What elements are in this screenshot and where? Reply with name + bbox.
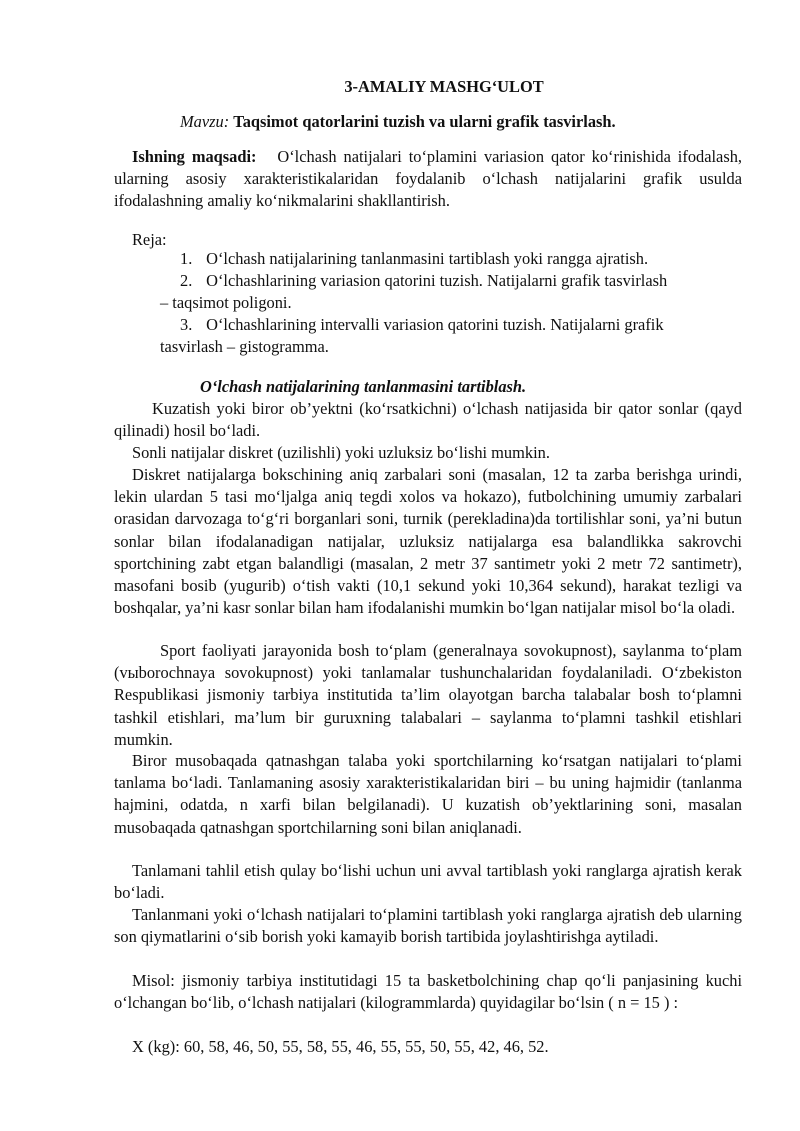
goal-label: Ishning maqsadi: — [132, 147, 257, 166]
section-heading: O‘lchash natijalarining tanlanmasini tartiblash. — [200, 377, 527, 396]
topic-label: Mavzu: — [180, 112, 230, 131]
paragraph: Kuzatish yoki biror ob’yektni (ko‘rsatkichni) o‘lchash natijasida bir qator sonlar (qayd qilinadi) hosil bo‘ladi. — [114, 399, 742, 441]
topic-text: Taqsimot qatorlarini tuzish va ularni grafik tasvirlash. — [233, 112, 616, 131]
paragraph: Misol: jismoniy tarbiya institutidagi 15 ta basketbolchining chap qo‘li panjasining kuchi o‘lchangan bo‘lib, o‘lchash natijalari (kilogrammlarda) quyidagilar bo‘lsin ( n = 15 ) : — [114, 971, 742, 1013]
paragraph: Sport faoliyati jarayonida bosh to‘plam (generalnaya sovokupnost), saylanma to‘plam (vыborochnaya sovokupnost) yoki tanlamalar tushunchalaridan foydalaniladi. O‘zbekiston Respublikasi jismoniy tarbiya institutida ta’lim olayotgan barcha talabalar bosh to‘plamni tashkil etishlari, ma’lum bir guruxning talabalari – saylanma to‘plamni tashkil etishlari mumkin. — [114, 641, 742, 749]
paragraph: Biror musobaqada qatnashgan talaba yoki sportchilarning ko‘rsatgan natijalari to‘plami tanlama bo‘ladi. Tanlamaning asosiy xarakteristikalaridan biri – bu uning hajmidir (tanlanma hajmini, odatda, n xarfi bilan belgilanadi). U kuzatish ob’yektlarining soni, masalan musobaqada qatnashgan sportchilarning soni bilan aniqlanadi. — [114, 751, 742, 837]
paragraph: Tanlanmani yoki o‘lchash natijalari to‘plamini tartiblash yoki ranglarga ajratish deb ularning son qiymatlarini o‘sib borish yoki kamayib borish tartibida joylashtirishga aytiladi. — [114, 905, 742, 947]
plan-item-3: 3. O‘lchashlarining intervalli variasion qatorini tuzish. Natijalarni grafik — [180, 315, 664, 334]
paragraph: Sonli natijalar diskret (uzilishli) yoki uzluksiz bo‘lishi mumkin. — [132, 443, 550, 462]
paragraph: Tanlamani tahlil etish qulay bo‘lishi uchun uni avval tartiblash yoki ranglarga ajratish kerak bo‘ladi. — [114, 861, 742, 903]
paragraph: Diskret natijalarga bokschining aniq zarbalari soni (masalan, 12 ta zarba berishga urindi, lekin ulardan 5 tasi mo‘ljalga aniq tegdi xolos va hokazo), futbolchining umumiy zarbalari orasidan darvozaga to‘g‘ri borganlari soni, turnik (perekladina)da tortilishlar soni, ya’ni butun sonlar bilan ifodalanadigan natijalar, uzluksiz natijalarga esa balandlikka sakrovchi sportchining zabt etgan balandligi (masalan, 2 metr 37 santimetr yoki 2 metr 72 santimetr), masofani bosib (yugurib) o‘tish vakti (10,1 sekund yoki 10,364 sekund), harakat tezligi va boshqalar, ya’ni kasr sonlar bilan ham ifodalanishi mumkin bo‘lgan natijalar misol bo‘la oladi. — [114, 465, 742, 618]
goal-paragraph — [114, 146, 742, 213]
plan-label: Reja: — [132, 230, 167, 249]
topic-line — [180, 111, 740, 133]
plan-item-2: 2. O‘lchashlarining variasion qatorini tuzish. Natijalarni grafik tasvirlash — [180, 271, 668, 290]
plan-item-3-cont: tasvirlash – gistogramma. — [160, 337, 329, 356]
goal-text: O‘lchash natijalari to‘plamini variasion qator ko‘rinishida ifodalash, ularning asosiy xarakteristikalaridan foydalanib o‘lchash natijalarini grafik usulda ifodalashning amaliy ko‘nikmalarini shakllantirish. — [114, 147, 742, 211]
data-values-line: X (kg): 60, 58, 46, 50, 55, 58, 55, 46, 55, 55, 50, 55, 42, 46, 52. — [132, 1037, 549, 1056]
plan-item-1: 1. O‘lchash natijalarining tanlanmasini tartiblash yoki rangga ajratish. — [180, 249, 649, 268]
page-title: 3-AMALIY MASHG‘ULOT — [344, 77, 544, 96]
plan-item-2-cont: – taqsimot poligoni. — [160, 293, 292, 312]
